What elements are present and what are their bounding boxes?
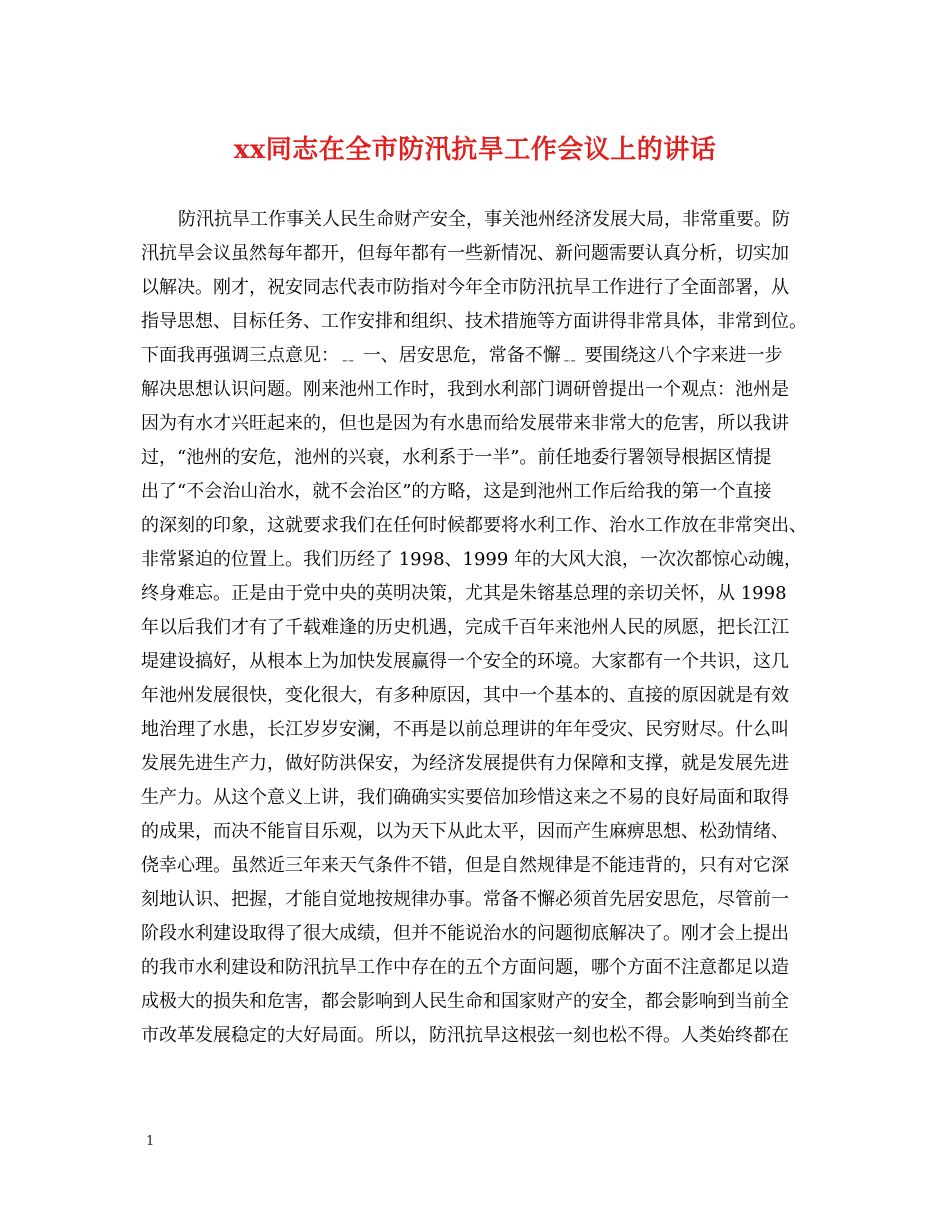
body-line: 堤建设搞好，从根本上为加快发展赢得一个安全的环境。大家都有一个共识，这几: [141, 651, 789, 672]
body-line: 过，“池州的安危，池州的兴衰，水利系于一半”。前任地委行署领导根据区情提: [141, 447, 772, 468]
page-number: 1: [146, 1134, 155, 1149]
body-line: 年以后我们才有了千载难逢的历史机遇，完成千百年来池州人民的夙愿，把长江江: [141, 617, 789, 638]
body-line: 汛抗旱会议虽然每年都开，但每年都有一些新情况、新问题需要认真分析，切实加: [141, 243, 789, 264]
body-line: 地治理了水患，长江岁岁安澜，不再是以前总理讲的年年受灾、民穷财尽。什么叫: [141, 719, 789, 740]
body-line: 侥幸心理。虽然近三年来天气条件不错，但是自然规律是不能违背的，只有对它深: [141, 855, 789, 876]
body-line: 的我市水利建设和防汛抗旱工作中存在的五个方面问题，哪个方面不注意都足以造: [141, 957, 789, 978]
body-line: 以解决。刚才，祝安同志代表市防指对今年全市防汛抗旱工作进行了全面部署，从: [141, 277, 789, 298]
body-line: 年池州发展很快，变化很大，有多种原因，其中一个基本的、直接的原因就是有效: [141, 685, 789, 706]
body-line: 的深刻的印象，这就要求我们在任何时候都要将水利工作、治水工作放在非常突出、: [141, 515, 807, 536]
body-line: 终身难忘。正是由于党中央的英明决策，尤其是朱镕基总理的亲切关怀，从 1998: [141, 583, 787, 604]
body-line: 出了“不会治山治水，就不会治区”的方略，这是到池州工作后给我的第一个直接: [141, 481, 772, 502]
body-line: 市改革发展稳定的大好局面。所以，防汛抗旱这根弦一刻也松不得。人类始终都在: [141, 1025, 789, 1046]
body-line: 解决思想认识问题。刚来池州工作时，我到水利部门调研曾提出一个观点：池州是: [141, 379, 789, 400]
document-title: xx同志在全市防汛抗旱工作会议上的讲话: [233, 135, 717, 165]
body-line: 因为有水才兴旺起来的，但也是因为有水患而给发展带来非常大的危害，所以我讲: [141, 413, 789, 434]
body-line: 的成果，而决不能盲目乐观，以为天下从此太平，因而产生麻痹思想、松劲情绪、: [141, 821, 789, 842]
body-line: 下面我再强调三点意见：﹎ 一、居安思危，常备不懈﹎ 要围绕这八个字来进一步: [141, 345, 783, 366]
body-line: 非常紧迫的位置上。我们历经了 1998、1999 年的大风大浪，一次次都惊心动魄，: [141, 549, 803, 570]
body-line: 阶段水利建设取得了很大成绩，但并不能说治水的问题彻底解决了。刚才会上提出: [141, 923, 789, 944]
body-line: 成极大的损失和危害，都会影响到人民生命和国家财产的安全，都会影响到当前全: [141, 991, 789, 1012]
document-body: [141, 203, 831, 1053]
body-line: 生产力。从这个意义上讲，我们确确实实要倍加珍惜这来之不易的良好局面和取得: [141, 787, 789, 808]
body-line: 刻地认识、把握，才能自觉地按规律办事。常备不懈必须首先居安思危，尽管前一: [141, 889, 789, 910]
body-line: 防汛抗旱工作事关人民生命财产安全，事关池州经济发展大局，非常重要。防: [178, 209, 790, 230]
body-line: 指导思想、目标任务、工作安排和组织、技术措施等方面讲得非常具体，非常到位。: [141, 311, 807, 332]
body-line: 发展先进生产力，做好防洪保安，为经济发展提供有力保障和支撑，就是发展先进: [141, 753, 789, 774]
